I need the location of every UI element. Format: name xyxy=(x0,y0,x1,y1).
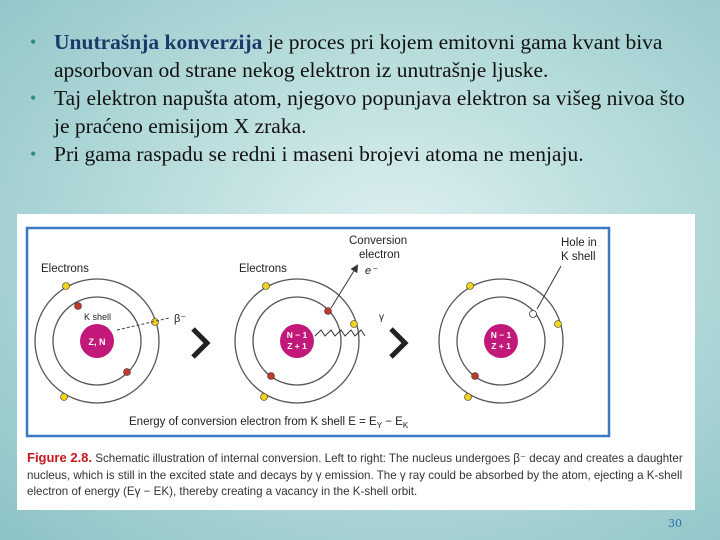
chevron-right-icon xyxy=(193,329,207,357)
figure-caption xyxy=(27,450,691,501)
electron xyxy=(351,321,358,328)
conversion-electron-symbol: e⁻ xyxy=(365,265,377,277)
caption-text: Schematic illustration of internal conversion. Left to right: The nucleus undergoes β⁻ decay and creates a daughter nucleus, which is still in the excited state and decays by γ emission. The γ ray could be absorbed by the atom, ejecting a K-shell electron of energy (Eγ − EK), thereby creating a vacancy in the K-shell orbit. xyxy=(27,452,683,498)
conversion-label-1: Conversion xyxy=(349,235,408,247)
beta-label: β⁻ xyxy=(174,313,187,325)
nucleus-label-z: Z + 1 xyxy=(287,341,307,351)
figure-panel xyxy=(17,214,695,510)
electrons-label: Electrons xyxy=(41,263,89,275)
atom-2 xyxy=(235,235,407,403)
bullet-text: Pri gama raspadu se redni i maseni brojevi atoma ne menjaju. xyxy=(54,142,584,166)
diagram-frame xyxy=(27,228,609,436)
page-number: 30 xyxy=(668,517,682,530)
k-shell-label: K shell xyxy=(84,312,112,322)
bullet-text: Taj elektron napušta atom, njegovo popunjava elektron sa višeg nivoa što je praćeno emisijom X zraka. xyxy=(54,86,685,138)
bullet-list xyxy=(30,28,700,168)
hole-label-1: Hole in xyxy=(561,237,597,249)
nucleus-label-n: N − 1 xyxy=(286,330,308,340)
atom-3 xyxy=(439,237,597,403)
conversion-electron-arrow xyxy=(331,266,357,308)
energy-equation: Energy of conversion electron from K shell $E = E_Y - E_K$ xyxy=(129,416,409,430)
k-shell-hole xyxy=(530,311,537,318)
internal-conversion-diagram xyxy=(17,214,695,446)
electron xyxy=(472,373,479,380)
atom-1 xyxy=(35,263,186,403)
figure-label: Figure 2.8. xyxy=(27,450,93,465)
electron xyxy=(465,394,472,401)
electron xyxy=(325,308,332,315)
bullet-item xyxy=(30,140,700,168)
beta-path xyxy=(117,318,169,330)
gamma-label: γ xyxy=(379,312,384,323)
electron xyxy=(124,369,131,376)
bullet-marker-icon: • xyxy=(30,32,37,52)
bullet-keyword: Unutrašnja konverzija xyxy=(54,30,263,54)
electrons-label: Electrons xyxy=(239,263,287,275)
bullet-marker-icon: • xyxy=(30,144,37,164)
chevron-right-icon xyxy=(391,329,405,357)
electron xyxy=(467,283,474,290)
conversion-label-2: electron xyxy=(359,249,400,261)
electron xyxy=(61,394,68,401)
electron xyxy=(63,283,70,290)
electron xyxy=(268,373,275,380)
electron xyxy=(263,283,270,290)
bullet-marker-icon: • xyxy=(30,88,37,108)
hole-label-2: K shell xyxy=(561,251,596,263)
electron xyxy=(555,321,562,328)
nucleus-label-n: N − 1 xyxy=(490,330,512,340)
nucleus-label: Z, N xyxy=(88,337,106,347)
bullet-text: je proces pri kojem emitovni gama kvant biva apsorbovan od strane nekog elektron iz unutrašnje ljuske. xyxy=(54,30,663,82)
electron xyxy=(75,303,82,310)
bullet-item xyxy=(30,28,700,84)
electron xyxy=(261,394,268,401)
bullet-item xyxy=(30,84,700,140)
nucleus-label-z: Z + 1 xyxy=(491,341,511,351)
